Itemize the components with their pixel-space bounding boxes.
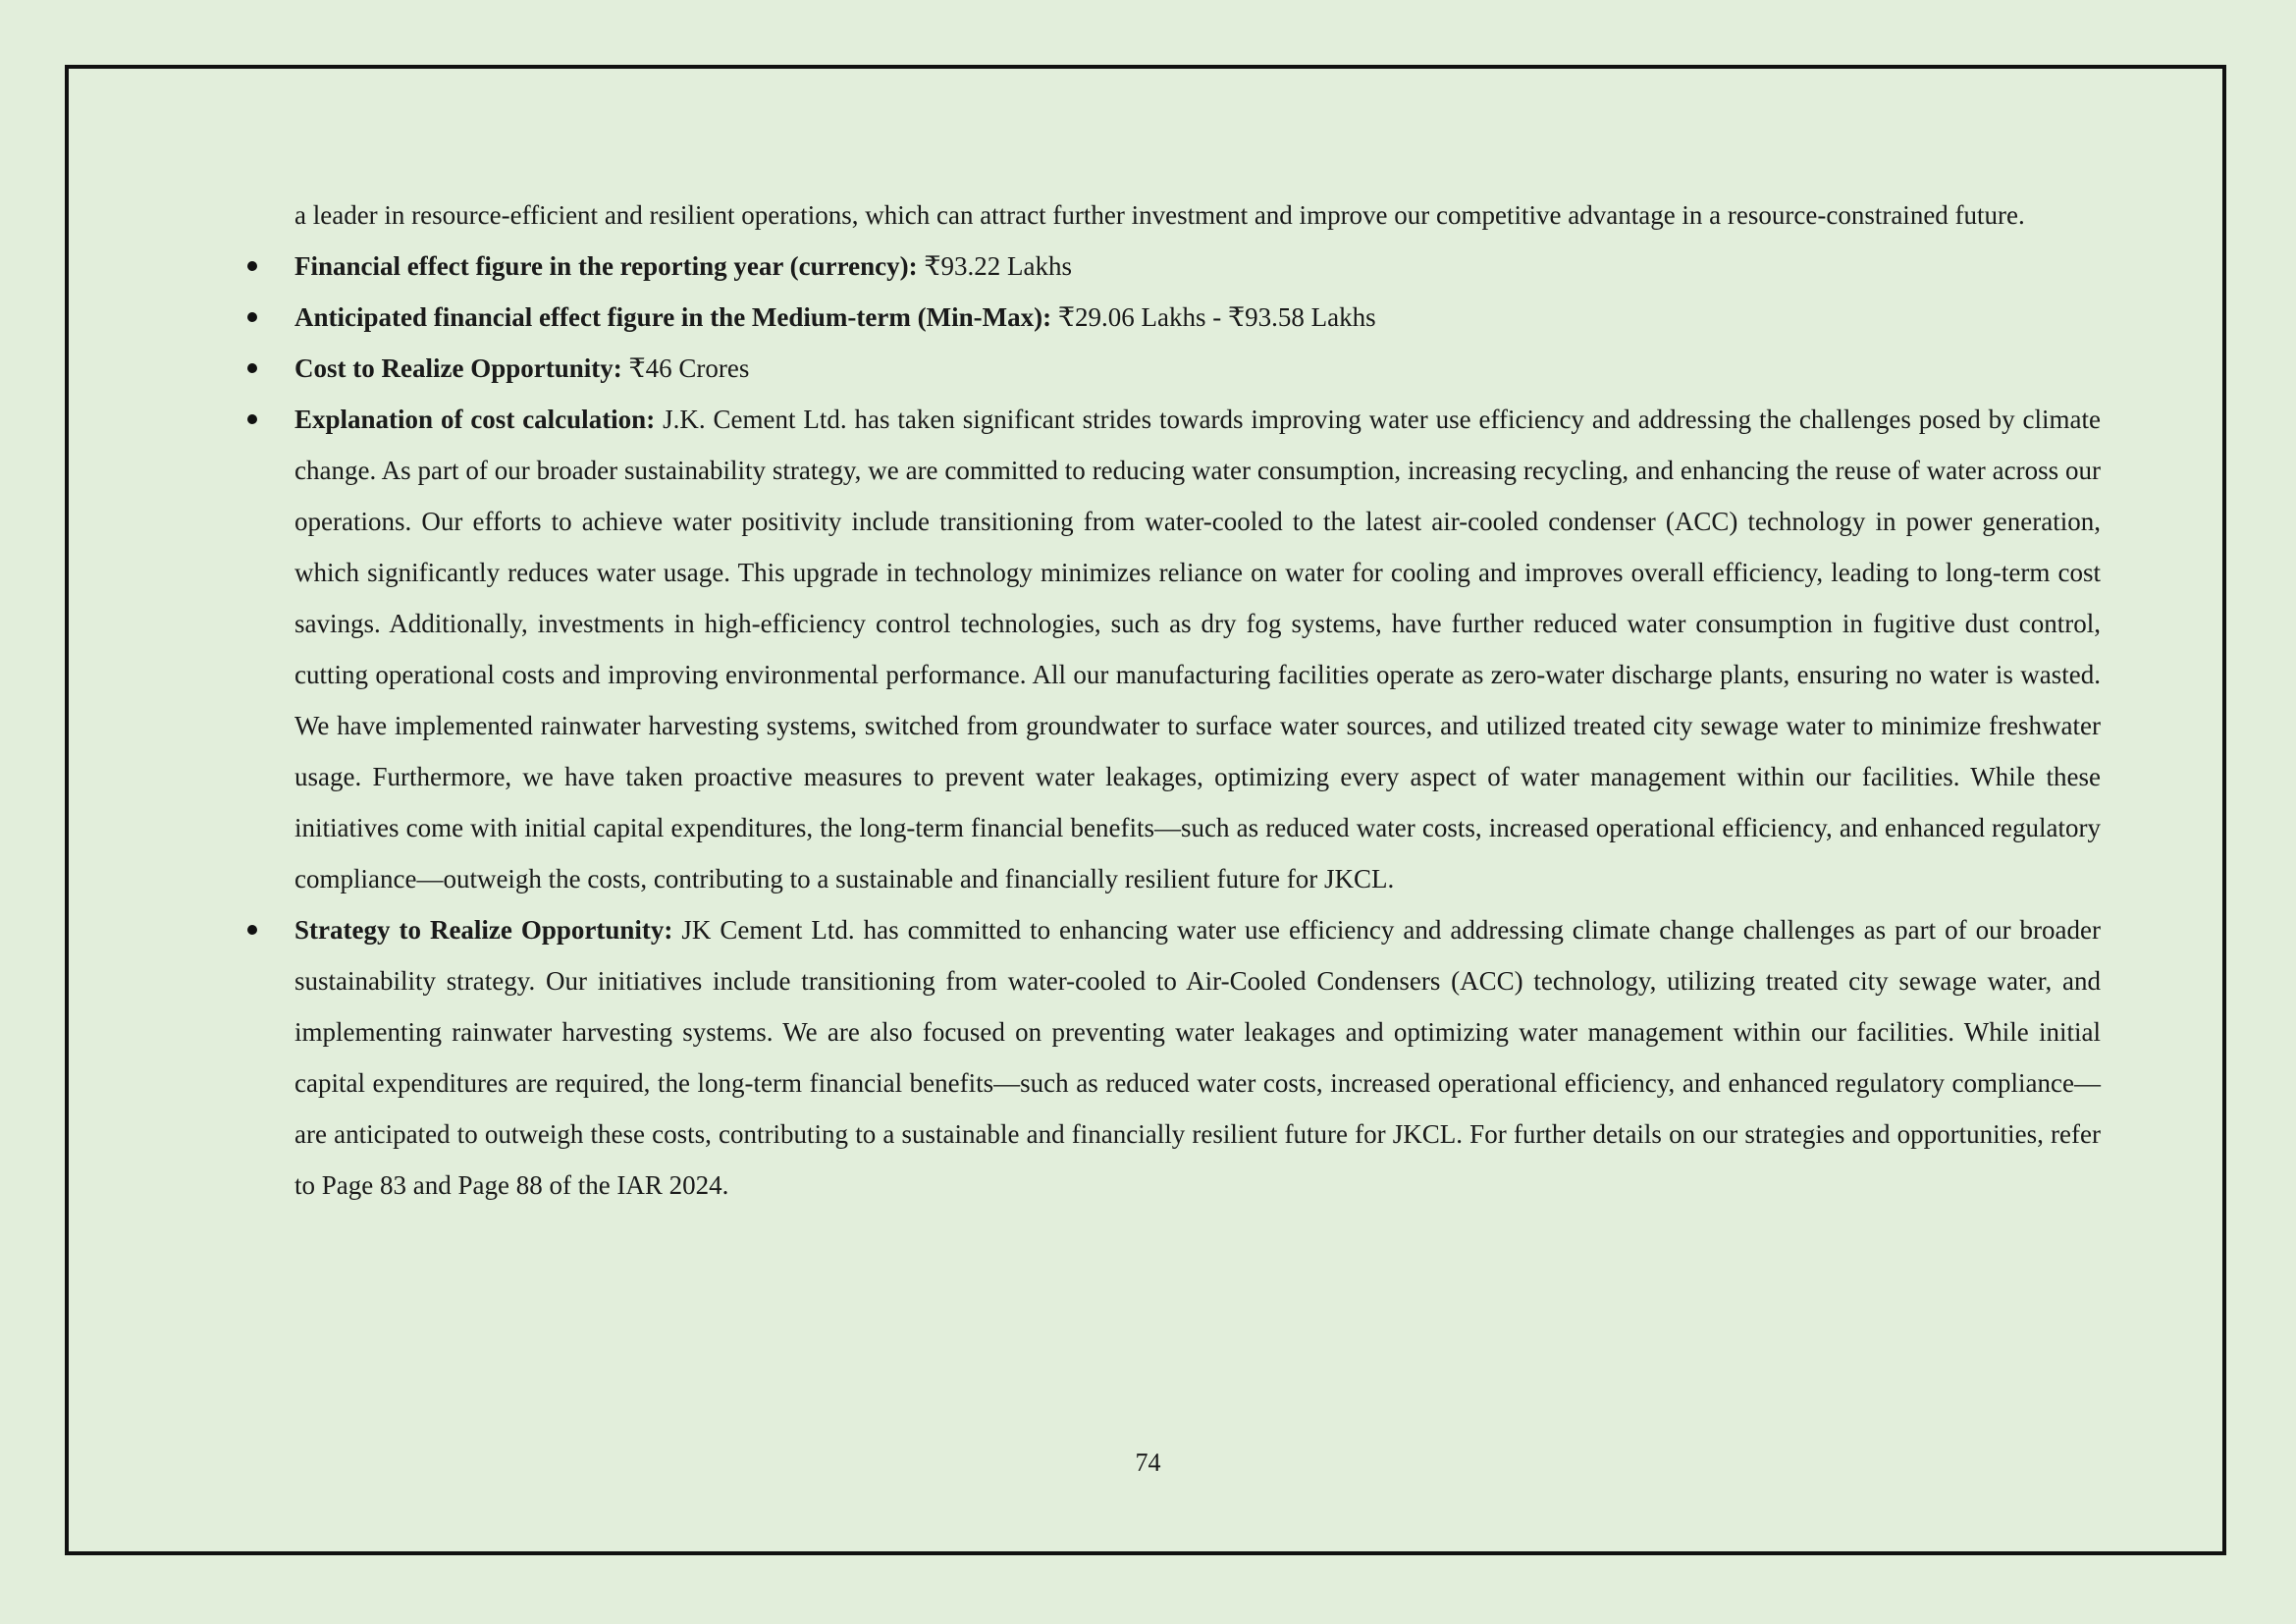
bullet-label: Financial effect figure in the reporting year (currency): bbox=[294, 251, 918, 281]
bullet-cost-to-realize bbox=[294, 343, 2101, 394]
bullet-icon bbox=[247, 925, 257, 935]
bullet-icon bbox=[247, 363, 257, 373]
bullet-label: Strategy to Realize Opportunity: bbox=[294, 915, 673, 945]
bullet-strategy bbox=[294, 904, 2101, 1211]
bullet-list bbox=[294, 241, 2101, 1211]
bullet-financial-effect bbox=[294, 241, 2101, 292]
bullet-icon bbox=[247, 414, 257, 424]
bullet-anticipated-effect bbox=[294, 292, 2101, 343]
bullet-label: Cost to Realize Opportunity: bbox=[294, 353, 622, 383]
bullet-icon bbox=[247, 261, 257, 271]
bullet-text: ₹46 Crores bbox=[621, 353, 750, 383]
bullet-cost-explanation bbox=[294, 394, 2101, 904]
bullet-text: JK Cement Ltd. has committed to enhancing water use efficiency and addressing climate change challenges as part of our broader sustainability strategy. Our initiatives include transitioning from water-cooled to Air-Cooled Condensers (ACC) technology, utilizing treated city sewage water, and implementing rainwater harvesting systems. We are also focused on preventing water leakages and optimizing water management within our facilities. While initial capital expenditures are required, the long-term financial benefits—such as reduced water costs, increased operational efficiency, and enhanced regulatory compliance—are anticipated to outweigh these costs, contributing to a sustainable and financially resilient future for JKCL. For further details on our strategies and opportunities, refer to Page 83 and Page 88 of the IAR 2024. bbox=[294, 915, 2102, 1200]
bullet-icon bbox=[247, 312, 257, 322]
bullet-text: J.K. Cement Ltd. has taken significant strides towards improving water use efficiency and addressing the challenges posed by climate change. As part of our broader sustainability strategy, we are committed to reducing water consumption, increasing recycling, and enhancing the reuse of water across our operations. Our efforts to achieve water positivity include transitioning from water-cooled to the latest air-cooled condenser (ACC) technology in power generation, which significantly reduces water usage. This upgrade in technology minimizes reliance on water for cooling and improves overall efficiency, leading to long-term cost savings. Additionally, investments in high-efficiency control technologies, such as dry fog systems, have further reduced water consumption in fugitive dust control, cutting operational costs and improving environmental performance. All our manufacturing facilities operate as zero-water discharge plants, ensuring no water is wasted. We have implemented rainwater harvesting systems, switched from groundwater to surface water sources, and utilized treated city sewage water to minimize freshwater usage. Furthermore, we have taken proactive measures to prevent water leakages, optimizing every aspect of water management within our facilities. While these initiatives come with initial capital expenditures, the long-term financial benefits—such as reduced water costs, increased operational efficiency, and enhanced regulatory compliance—outweigh the costs, contributing to a sustainable and financially resilient future for JKCL. bbox=[294, 405, 2102, 893]
intro-paragraph: a leader in resource-efficient and resilient operations, which can attract further investment and improve our competitive advantage in a resource-constrained future. bbox=[294, 200, 2025, 230]
page-number: 74 bbox=[1135, 1448, 1161, 1477]
bullet-label: Explanation of cost calculation: bbox=[294, 405, 656, 434]
bullet-text: ₹29.06 Lakhs - ₹93.58 Lakhs bbox=[1051, 302, 1376, 332]
page-content bbox=[294, 189, 2101, 1211]
bullet-label: Anticipated financial effect figure in the Medium-term (Min-Max): bbox=[294, 302, 1052, 332]
bullet-text: ₹93.22 Lakhs bbox=[917, 251, 1073, 281]
